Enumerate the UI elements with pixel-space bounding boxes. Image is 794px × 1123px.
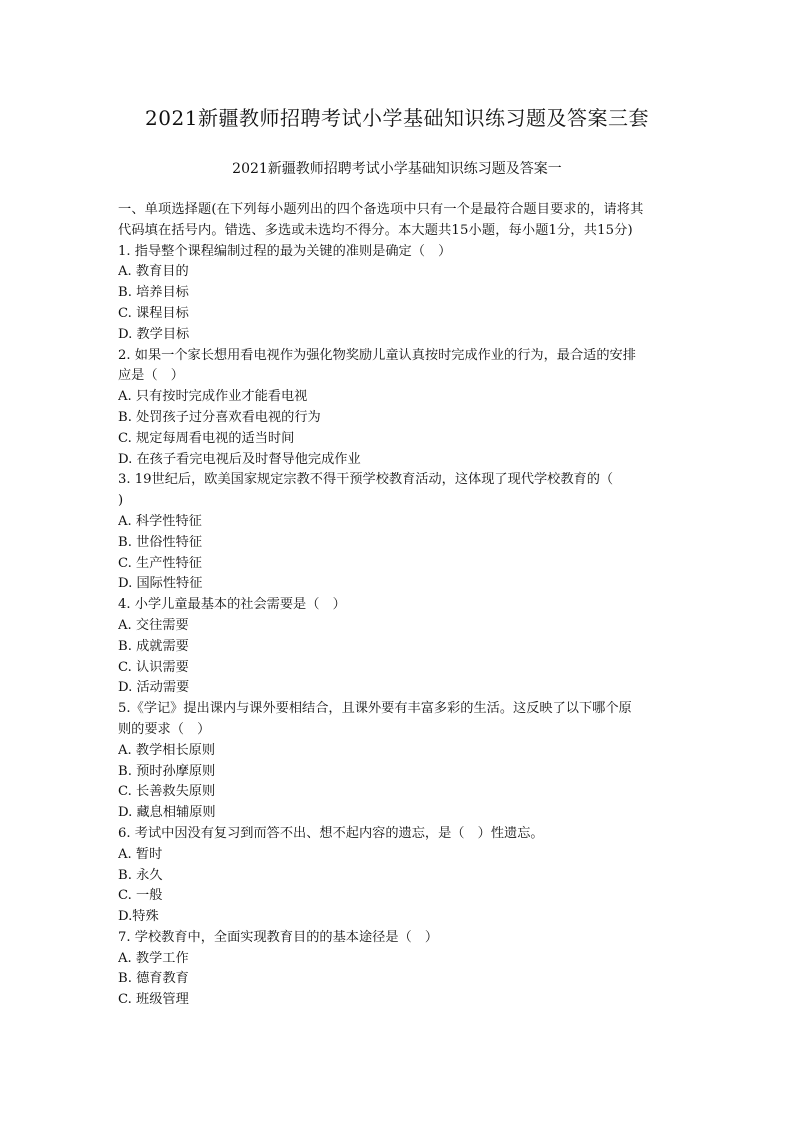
question-stem: 1. 指导整个课程编制过程的最为关键的准则是确定（ ）	[118, 243, 452, 259]
question-stem: 6. 考试中因没有复习到而答不出、想不起内容的遗忘，是（ ）性遗忘。	[118, 825, 544, 841]
answer-option: A. 暂时	[118, 846, 163, 862]
answer-option: D. 国际性特征	[118, 576, 203, 592]
question-stem: 5.《学记》提出课内与课外要相结合，且课外要有丰富多彩的生活。这反映了以下哪个原	[118, 701, 632, 717]
answer-option: D. 教学目标	[118, 326, 190, 342]
question-block	[118, 824, 680, 928]
answer-option: D. 藏息相辅原则	[118, 805, 216, 821]
answer-option: B. 处罚孩子过分喜欢看电视的行为	[118, 409, 321, 425]
answer-option: D. 在孩子看完电视后及时督导他完成作业	[118, 451, 361, 467]
question-stem: 4. 小学儿童最基本的社会需要是（ ）	[118, 597, 346, 613]
section-heading-line: 一、单项选择题(在下列每小题列出的四个备选项中只有一个是最符合题目要求的，请将其	[118, 202, 644, 217]
question-block	[118, 242, 680, 346]
question-block	[118, 928, 680, 1011]
question-stem: 7. 学校教育中，全面实现教育目的的基本途径是（ ）	[118, 929, 439, 945]
answer-option: A. 只有按时完成作业才能看电视	[118, 389, 308, 405]
question-stem: 则的要求（ ）	[118, 721, 211, 737]
question-block	[118, 699, 680, 824]
answer-option: A. 教学相长原则	[118, 742, 216, 758]
answer-option: B. 培养目标	[118, 285, 189, 301]
answer-option: B. 成就需要	[118, 638, 189, 654]
section-heading	[118, 200, 680, 242]
answer-option: C. 课程目标	[118, 305, 189, 321]
answer-option: B. 预时孙摩原则	[118, 763, 216, 779]
section-heading-line: 代码填在括号内。错选、多选或未选均不得分。本大题共15小题，每小题1分，共15分)	[118, 222, 633, 238]
answer-option: C. 一般	[118, 888, 163, 904]
answer-option: C. 规定每周看电视的适当时间	[118, 430, 295, 446]
answer-option: D.特殊	[118, 909, 159, 925]
answer-option: C. 长善救失原则	[118, 784, 216, 800]
question-stem: 2. 如果一个家长想用看电视作为强化物奖励儿童认真按时完成作业的行为，最合适的安排	[118, 347, 636, 363]
answer-option: A. 教学工作	[118, 950, 189, 966]
answer-option: D. 活动需要	[118, 680, 190, 696]
answer-option: B. 永久	[118, 867, 163, 883]
question-block	[118, 595, 680, 699]
question-stem: 3. 19世纪后，欧美国家规定宗教不得干预学校教育活动，这体现了现代学校教育的（	[118, 472, 614, 488]
answer-option: A. 科学性特征	[118, 513, 202, 529]
question-stem: )	[118, 493, 124, 509]
answer-option: A. 教育目的	[118, 264, 189, 280]
answer-option: C. 班级管理	[118, 992, 189, 1008]
answer-option: B. 德育教育	[118, 971, 189, 987]
document-title: 2021新疆教师招聘考试小学基础知识练习题及答案三套	[145, 106, 649, 130]
answer-option: B. 世俗性特征	[118, 534, 203, 550]
question-stem: 应是（ ）	[118, 368, 184, 384]
question-block	[118, 346, 680, 471]
answer-option: C. 生产性特征	[118, 555, 202, 571]
document-subtitle: 2021新疆教师招聘考试小学基础知识练习题及答案一	[232, 161, 562, 177]
question-block	[118, 470, 680, 595]
answer-option: C. 认识需要	[118, 659, 189, 675]
answer-option: A. 交往需要	[118, 617, 189, 633]
question-content	[118, 200, 680, 1011]
